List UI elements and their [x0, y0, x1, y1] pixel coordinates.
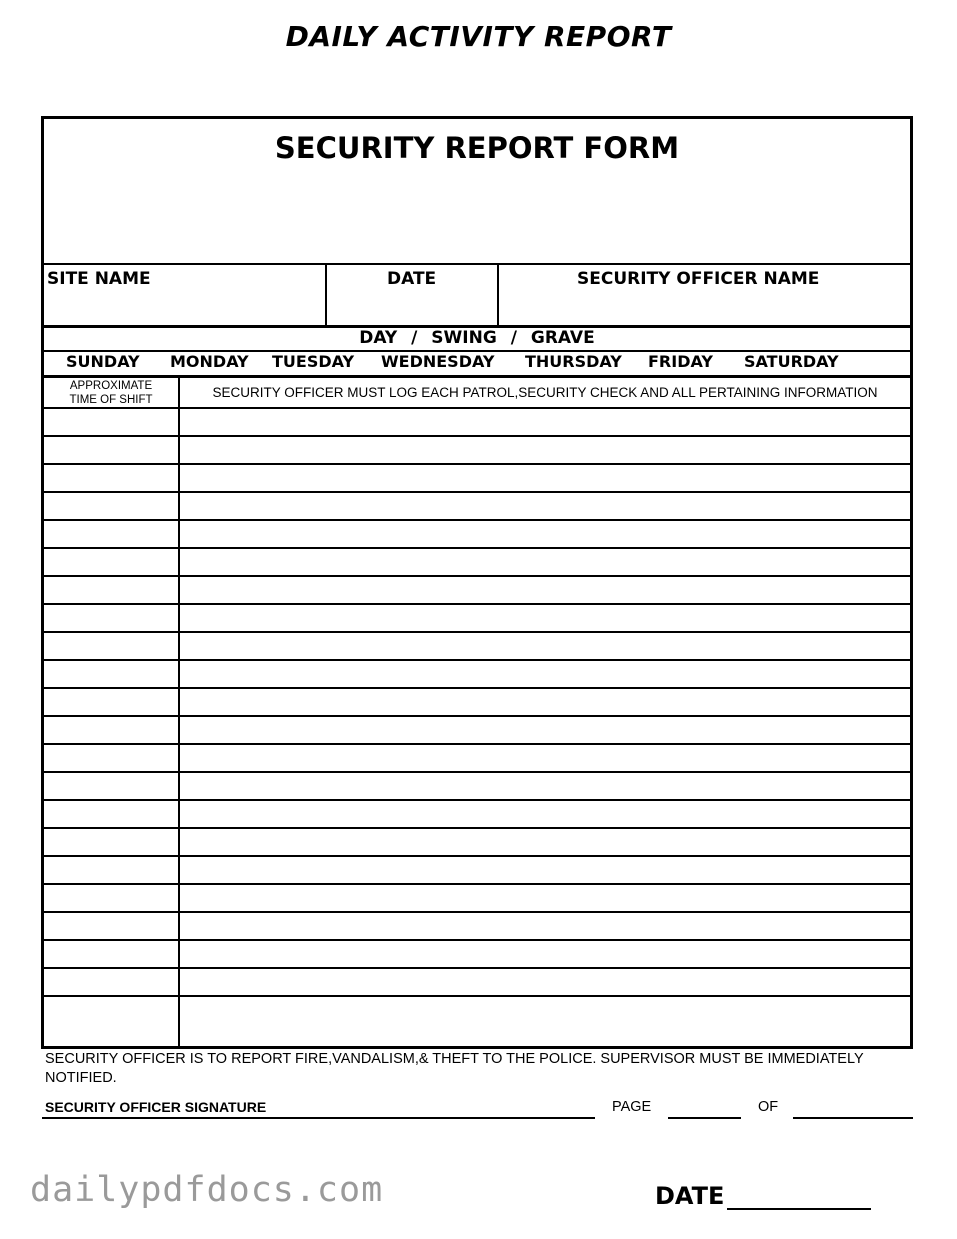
log-row[interactable] — [44, 687, 910, 689]
log-row[interactable] — [44, 883, 910, 885]
column-divider — [178, 378, 180, 1049]
page-number-field[interactable] — [668, 1117, 741, 1119]
log-row[interactable] — [44, 491, 910, 493]
log-row[interactable] — [44, 463, 910, 465]
divider — [44, 263, 910, 265]
log-row[interactable] — [44, 743, 910, 745]
footer-notice: SECURITY OFFICER IS TO REPORT FIRE,VANDALISM,& THEFT TO THE POLICE. SUPERVISOR MUST BE IMMEDIATELY NOTIFIED. — [45, 1051, 864, 1086]
log-row[interactable] — [44, 575, 910, 577]
shift-grave[interactable]: GRAVE — [530, 328, 595, 348]
day-thursday[interactable]: THURSDAY — [525, 352, 622, 371]
log-row[interactable] — [44, 407, 910, 409]
bottom-date-label: DATE — [655, 1182, 725, 1210]
of-label: OF — [758, 1099, 779, 1115]
log-row[interactable] — [44, 659, 910, 661]
log-row[interactable] — [44, 715, 910, 717]
site-name-field[interactable]: SITE NAME — [47, 269, 151, 289]
shift-separator: / — [411, 328, 418, 348]
log-row[interactable] — [44, 911, 910, 913]
time-header-line: APPROXIMATE — [69, 380, 153, 392]
day-friday[interactable]: FRIDAY — [648, 352, 713, 371]
time-header-line: TIME OF SHIFT — [69, 394, 153, 406]
log-row[interactable] — [44, 995, 910, 997]
shift-swing[interactable]: SWING — [431, 328, 497, 348]
security-report-form — [41, 116, 913, 1049]
log-row[interactable] — [44, 939, 910, 941]
day-sunday[interactable]: SUNDAY — [66, 352, 140, 371]
shift-separator: / — [510, 328, 517, 348]
page-total-field[interactable] — [793, 1117, 913, 1119]
log-row[interactable] — [44, 519, 910, 521]
log-row[interactable] — [44, 827, 910, 829]
log-row[interactable] — [44, 435, 910, 437]
signature-field[interactable] — [42, 1117, 595, 1119]
page-title: DAILY ACTIVITY REPORT — [285, 20, 672, 53]
day-monday[interactable]: MONDAY — [170, 352, 249, 371]
log-row[interactable] — [44, 547, 910, 549]
form-title: SECURITY REPORT FORM — [274, 131, 680, 165]
log-row[interactable] — [44, 799, 910, 801]
time-column-header — [44, 379, 178, 407]
shift-selector[interactable] — [44, 328, 910, 348]
watermark: dailypdfdocs.com — [30, 1170, 384, 1210]
day-saturday[interactable]: SATURDAY — [744, 352, 839, 371]
shift-day[interactable]: DAY — [359, 328, 398, 348]
day-selector[interactable] — [44, 352, 910, 376]
date-field[interactable]: DATE — [387, 269, 437, 289]
signature-label: SECURITY OFFICER SIGNATURE — [45, 1099, 267, 1115]
day-wednesday[interactable]: WEDNESDAY — [381, 352, 495, 371]
log-row[interactable] — [44, 631, 910, 633]
log-row[interactable] — [44, 855, 910, 857]
divider — [44, 375, 910, 378]
divider — [497, 265, 499, 325]
divider — [325, 265, 327, 325]
log-column-header: SECURITY OFFICER MUST LOG EACH PATROL,SECURITY CHECK AND ALL PERTAINING INFORMATION — [212, 385, 878, 400]
log-row[interactable] — [44, 967, 910, 969]
officer-name-field[interactable]: SECURITY OFFICER NAME — [577, 269, 820, 289]
log-row[interactable] — [44, 771, 910, 773]
page-label: PAGE — [612, 1099, 652, 1115]
bottom-date-field[interactable] — [727, 1208, 871, 1210]
day-tuesday[interactable]: TUESDAY — [272, 352, 355, 371]
log-row[interactable] — [44, 603, 910, 605]
